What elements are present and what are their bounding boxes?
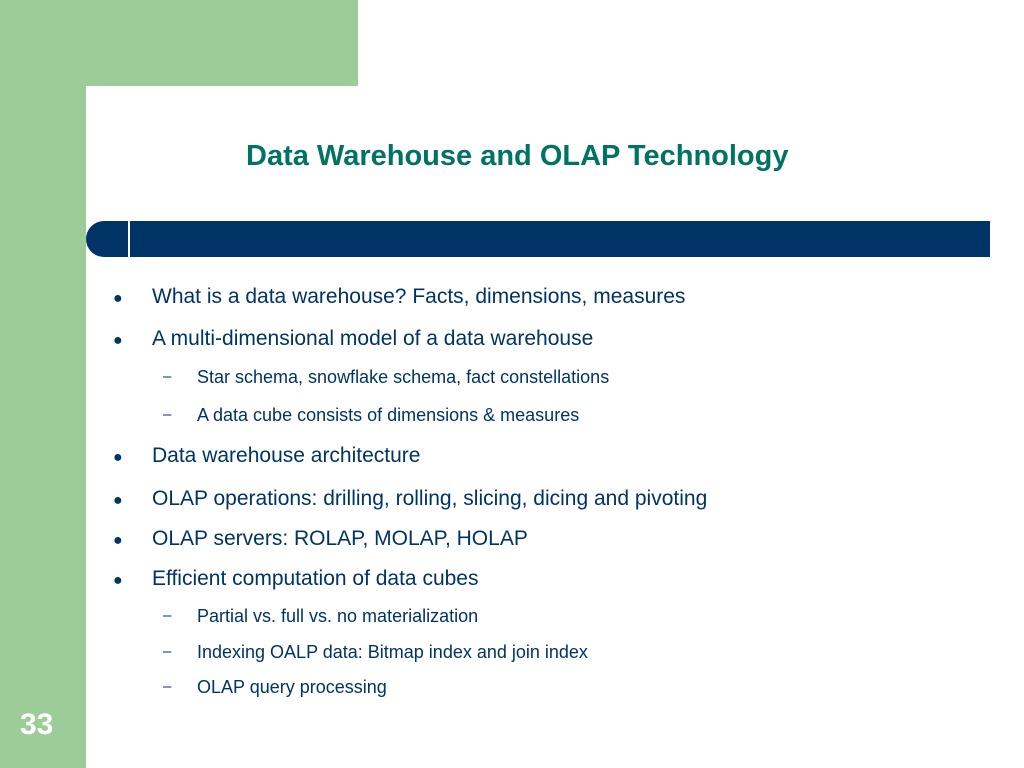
bullet-dot-icon: ● [113,572,123,589]
content-area [86,86,1024,768]
bullet-dash-icon: – [163,406,172,423]
bullet-dot-icon: ● [113,532,123,549]
bullet-dash-icon: – [163,678,172,695]
title-underline-bar [86,221,990,257]
list-subitem: A data cube consists of dimensions & measures [197,405,580,425]
list-item: OLAP operations: drilling, rolling, slicing, dicing and pivoting [152,487,708,510]
list-subitem: OLAP query processing [197,677,387,697]
page-number: 33 [20,708,54,741]
list-item: A multi-dimensional model of a data warehouse [152,327,594,350]
bullet-dot-icon: ● [113,290,123,307]
bullet-dash-icon: – [163,643,172,660]
list-item: What is a data warehouse? Facts, dimensions, measures [152,285,686,308]
bullet-dot-icon: ● [113,492,123,509]
sidebar-background [0,0,86,768]
list-subitem: Indexing OALP data: Bitmap index and join index [197,642,588,662]
slide-title: Data Warehouse and OLAP Technology [246,140,789,172]
list-item: Efficient computation of data cubes [152,567,479,590]
list-item: Data warehouse architecture [152,444,421,467]
bullet-dot-icon: ● [113,332,123,349]
bullet-dash-icon: – [163,368,172,385]
bullet-dash-icon: – [163,607,172,624]
list-item: OLAP servers: ROLAP, MOLAP, HOLAP [152,527,528,550]
bullet-dot-icon: ● [113,449,123,466]
top-left-background [0,0,358,86]
list-subitem: Star schema, snowflake schema, fact constellations [197,367,610,387]
list-subitem: Partial vs. full vs. no materialization [197,606,479,626]
bar-divider [128,221,130,257]
